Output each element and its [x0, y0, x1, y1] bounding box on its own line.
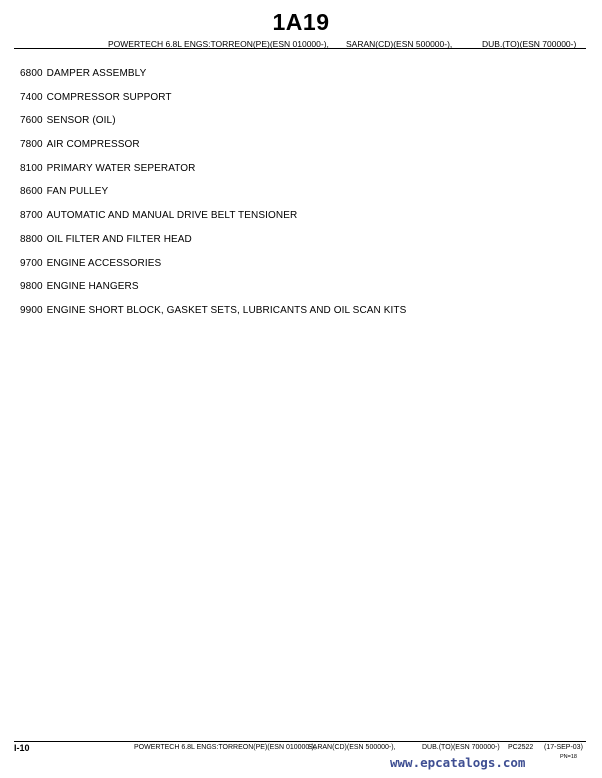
index-item-code: 7800: [20, 139, 43, 151]
index-item-code: 8800: [20, 233, 43, 245]
index-item-label: FAN PULLEY: [46, 186, 109, 198]
index-item-label: COMPRESSOR SUPPORT: [46, 91, 172, 103]
index-item-label: SENSOR (OIL): [46, 115, 116, 127]
index-item-9800[interactable]: [20, 281, 406, 305]
footer-divider: [14, 741, 586, 742]
footer-saran: SARAN(CD)(ESN 500000-),: [308, 744, 396, 751]
index-item-code: 8600: [20, 186, 43, 198]
index-item-label: AIR COMPRESSOR: [46, 139, 140, 151]
header-divider: [14, 48, 586, 49]
index-item-label: DAMPER ASSEMBLY: [46, 68, 147, 79]
index-item-label: AUTOMATIC AND MANUAL DRIVE BELT TENSIONER: [46, 210, 298, 222]
header-saran: SARAN(CD)(ESN 500000-),: [346, 39, 453, 49]
index-item-label: ENGINE SHORT BLOCK, GASKET SETS, LUBRICANTS AND OIL SCAN KITS: [46, 304, 407, 316]
index-item-code: 9700: [20, 257, 43, 269]
index-item-8600[interactable]: [20, 186, 406, 210]
footer-dub: DUB.(TO)(ESN 700000-): [422, 744, 500, 751]
index-item-code: 8100: [20, 162, 43, 174]
index-item-7600[interactable]: [20, 115, 406, 139]
index-item-code: 7400: [20, 91, 43, 103]
index-item-9700[interactable]: [20, 258, 406, 282]
footer-date: (17-SEP-03): [544, 744, 583, 751]
index-item-7400[interactable]: [20, 92, 406, 116]
section-index-list: [20, 68, 406, 329]
footer-engine: POWERTECH 6.8L ENGS:TORREON(PE)(ESN 010000-),: [134, 744, 316, 751]
index-item-8100[interactable]: [20, 163, 406, 187]
index-item-label: PRIMARY WATER SEPERATOR: [46, 162, 196, 174]
index-item-code: 9900: [20, 304, 43, 316]
index-item-code: 7600: [20, 115, 43, 127]
page-sequence-number: PN=18: [560, 754, 577, 760]
index-item-label: ENGINE HANGERS: [46, 281, 139, 293]
page-number: I-10: [14, 743, 30, 753]
index-item-8700[interactable]: [20, 210, 406, 234]
header-engine: POWERTECH 6.8L ENGS:TORREON(PE)(ESN 010000-),: [108, 39, 329, 49]
index-item-code: 6800: [20, 68, 43, 79]
index-item-code: 8700: [20, 210, 43, 222]
index-item-8800[interactable]: [20, 234, 406, 258]
header-dub: DUB.(TO)(ESN 700000-): [482, 39, 577, 49]
index-item-7800[interactable]: [20, 139, 406, 163]
site-watermark: www.epcatalogs.com: [390, 755, 526, 770]
index-item-label: ENGINE ACCESSORIES: [46, 257, 162, 269]
index-item-6800[interactable]: [20, 68, 406, 92]
index-item-label: OIL FILTER AND FILTER HEAD: [46, 233, 192, 245]
index-item-9900[interactable]: [20, 305, 406, 329]
page-title: 1A19: [272, 9, 330, 35]
index-item-code: 9800: [20, 281, 43, 293]
footer-catalog: PC2522: [508, 744, 534, 751]
